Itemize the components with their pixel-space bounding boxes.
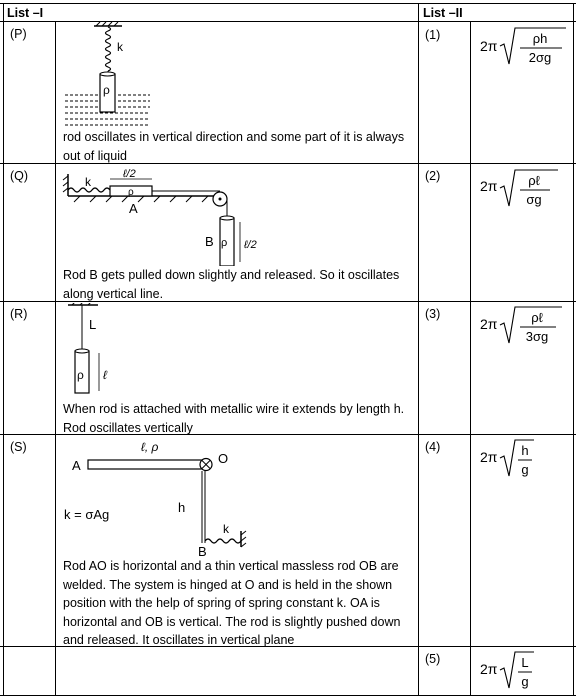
svg-text:g: g	[521, 462, 529, 477]
description-s: Rod AO is horizontal and a thin vertical massless rod OB are welded. The system is hinged at O and is held in the shown position with the help of spring of spring constant k. OA is horizontal and OB is vertical. The rod is slightly pushed down and released. It oscillates in vertical plane	[63, 559, 401, 647]
svg-text:g: g	[521, 674, 529, 689]
svg-text:h: h	[521, 443, 529, 458]
rod-length-label: ℓ	[103, 368, 107, 382]
row-divider	[0, 695, 576, 696]
description-r: When rod is attached with metallic wire it extends by length h. Rod oscillates vertically	[63, 402, 405, 435]
svg-text:2π: 2π	[480, 316, 498, 332]
rod-label: ℓ, ρ	[141, 440, 159, 454]
row-label-p: (P)	[10, 27, 27, 41]
col-divider	[418, 3, 419, 696]
spring-k-label: k	[223, 522, 229, 536]
half-length-b-label: ℓ/2	[244, 239, 257, 251]
row-label-r: (R)	[10, 307, 28, 321]
point-a-label: A	[129, 201, 138, 216]
point-o-label: O	[218, 451, 229, 466]
half-length-top-label: ℓ/2	[123, 168, 136, 180]
density-label: ρ	[77, 368, 84, 382]
svg-text:2π: 2π	[480, 38, 498, 54]
svg-text:2π: 2π	[480, 449, 498, 465]
svg-text:ρℓ: ρℓ	[528, 173, 540, 188]
density-b-label: ρ	[221, 237, 228, 249]
formula-5	[478, 648, 568, 694]
formula-2	[478, 166, 568, 212]
wire-length-label: L	[89, 317, 97, 332]
col-divider	[573, 3, 574, 696]
spring-k-label: k	[117, 40, 123, 54]
col-divider	[470, 21, 471, 696]
option-label-2: (2)	[425, 169, 441, 183]
formula-3	[478, 303, 568, 349]
svg-text:σg: σg	[526, 192, 542, 207]
rod-b-label: B	[205, 234, 214, 249]
row-divider	[0, 3, 576, 4]
density-label: ρ	[103, 83, 110, 97]
svg-text:ρℓ: ρℓ	[531, 310, 543, 325]
point-b-label: B	[198, 544, 207, 557]
svg-text:3σg: 3σg	[525, 329, 549, 344]
col-divider	[55, 21, 56, 696]
spring-constant-label: k = σAg	[64, 507, 110, 522]
height-label: h	[178, 500, 186, 515]
header-list-2: List –II	[423, 6, 463, 20]
figure-r-wire-rod	[60, 303, 140, 400]
option-label-1: (1)	[425, 28, 441, 42]
spring-k-label: k	[85, 175, 91, 189]
figure-p-spring-rod-in-liquid	[60, 22, 160, 128]
svg-text:2π: 2π	[480, 661, 498, 677]
description-p: rod oscillates in vertical direction and some part of it is always out of liquid	[63, 130, 405, 163]
formula-4	[478, 436, 568, 482]
figure-s-hinged-rod	[60, 437, 260, 557]
svg-text:ρh: ρh	[532, 31, 548, 46]
svg-text:2π: 2π	[480, 178, 498, 194]
svg-text:L: L	[521, 655, 529, 670]
option-label-5: (5)	[425, 652, 441, 666]
row-label-s: (S)	[10, 440, 27, 454]
figure-q-pulley-system	[60, 166, 280, 266]
option-label-4: (4)	[425, 440, 441, 454]
point-a-label: A	[72, 458, 81, 473]
col-divider	[3, 3, 4, 696]
header-list-1: List –I	[7, 6, 44, 20]
row-label-q: (Q)	[10, 169, 29, 183]
svg-text:2σg: 2σg	[528, 50, 552, 65]
description-q: Rod B gets pulled down slightly and released. So it oscillates along vertical line.	[63, 268, 400, 301]
density-top-label: ρ	[128, 187, 134, 198]
formula-1	[478, 24, 568, 70]
option-label-3: (3)	[425, 307, 441, 321]
